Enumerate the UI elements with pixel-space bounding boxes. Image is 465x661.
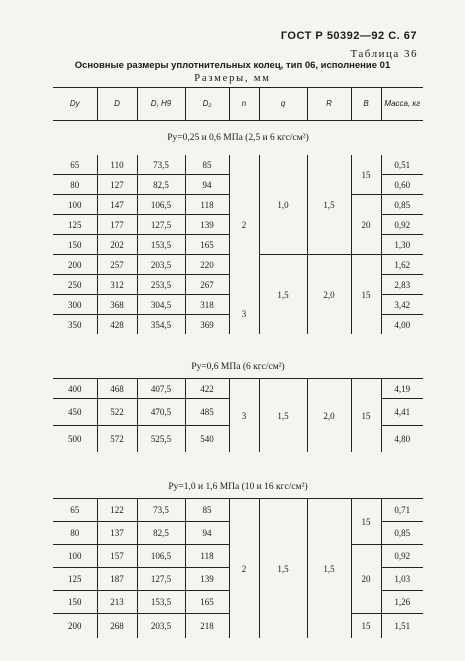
cell-d: 202 <box>97 235 137 255</box>
section-label: Pу=0,6 МПа (6 кгс/см²) <box>191 362 285 372</box>
cell-dy: 80 <box>53 175 97 195</box>
cell-d2: 485 <box>185 399 229 426</box>
cell-mass: 3,42 <box>381 295 423 315</box>
cell-n: 3 <box>229 379 259 453</box>
cell-d2: 318 <box>185 295 229 315</box>
cell-n: 3 <box>229 295 259 335</box>
cell-b: 15 <box>351 379 381 453</box>
cell-dh9: 407,5 <box>137 379 185 399</box>
cell-mass: 1,30 <box>381 235 423 255</box>
table-number: Таблица 36 <box>350 48 418 60</box>
cell-dh9: 525,5 <box>137 426 185 453</box>
cell-dy: 150 <box>53 591 97 614</box>
cell-d2: 165 <box>185 591 229 614</box>
cell-dy: 80 <box>53 522 97 545</box>
table-row <box>53 499 423 522</box>
cell-d: 137 <box>97 522 137 545</box>
cell-mass: 0,71 <box>381 499 423 522</box>
cell-d2: 94 <box>185 175 229 195</box>
cell-d: 468 <box>97 379 137 399</box>
cell-dh9: 106,5 <box>137 195 185 215</box>
cell-dh9: 106,5 <box>137 545 185 568</box>
section-label: Pу=1,0 и 1,6 МПа (10 и 16 кгс/см²) <box>168 482 308 492</box>
cell-d: 187 <box>97 568 137 591</box>
cell-mass: 1,62 <box>381 255 423 275</box>
cell-d: 147 <box>97 195 137 215</box>
cell-d2: 85 <box>185 499 229 522</box>
cell-d: 522 <box>97 399 137 426</box>
cell-dy: 125 <box>53 568 97 591</box>
cell-dh9: 73,5 <box>137 499 185 522</box>
col-header: D, Н9 <box>137 88 185 121</box>
cell-dy: 450 <box>53 399 97 426</box>
cell-d: 122 <box>97 499 137 522</box>
col-header: B <box>351 88 381 121</box>
cell-d2: 118 <box>185 195 229 215</box>
col-header: n <box>229 88 259 121</box>
cell-dh9: 203,5 <box>137 614 185 639</box>
cell-dy: 350 <box>68 319 82 330</box>
dimensions-table <box>53 87 423 638</box>
cell-mass: 4,00 <box>381 315 423 335</box>
cell-dy: 65 <box>53 155 97 175</box>
cell-dh9: 304,5 <box>137 295 185 315</box>
cell-dy: 125 <box>53 215 97 235</box>
cell-b: 15 <box>351 499 381 545</box>
cell-d2: 85 <box>185 155 229 175</box>
cell-dh9: 153,5 <box>137 591 185 614</box>
gost-header: ГОСТ Р 50392—92 С. 67 <box>280 30 417 42</box>
cell-mass: 4,41 <box>381 399 423 426</box>
cell-mass: 1,26 <box>381 591 423 614</box>
header-row <box>53 88 423 121</box>
cell-n: 2 <box>229 155 259 295</box>
cell-d2: 422 <box>185 379 229 399</box>
cell-mass: 1,51 <box>381 614 423 639</box>
cell-d2: 220 <box>185 255 229 275</box>
cell-b: 15 <box>351 255 381 335</box>
cell-q: 1,0 <box>259 155 307 255</box>
cell-q: 1,5 <box>259 255 307 335</box>
cell-d: 257 <box>97 255 137 275</box>
cell-d2: 118 <box>185 545 229 568</box>
table-row <box>53 155 423 175</box>
cell-mass: 4,80 <box>381 426 423 453</box>
cell-d: 177 <box>97 215 137 235</box>
cell-mass: 4,19 <box>381 379 423 399</box>
col-header: R <box>307 88 351 121</box>
cell-d: 572 <box>97 426 137 453</box>
col-header: D₂ <box>185 88 229 121</box>
cell-r: 1,5 <box>307 155 351 255</box>
cell-q: 1,5 <box>259 379 307 453</box>
cell-d2: 94 <box>185 522 229 545</box>
cell-r: 2,0 <box>307 379 351 453</box>
cell-mass: 0,92 <box>381 215 423 235</box>
cell-d2: 218 <box>185 614 229 639</box>
cell-d2: 139 <box>185 215 229 235</box>
cell-mass: 1,03 <box>381 568 423 591</box>
cell-r: 1,5 <box>307 499 351 639</box>
col-header: D <box>97 88 137 121</box>
cell-dh9: 73,5 <box>137 155 185 175</box>
col-header: Масса, кг <box>381 88 423 121</box>
cell-b: 20 <box>351 545 381 614</box>
cell-d: 368 <box>97 295 137 315</box>
cell-d2: 369 <box>185 315 229 335</box>
cell-dh9: 127,5 <box>137 568 185 591</box>
cell-d2: 267 <box>185 275 229 295</box>
cell-dy: 100 <box>53 545 97 568</box>
cell-dy: 65 <box>53 499 97 522</box>
cell-q: 1,5 <box>259 499 307 639</box>
cell-mass: 0,60 <box>381 175 423 195</box>
cell-dy: 200 <box>68 621 82 631</box>
cell-dh9: 82,5 <box>137 175 185 195</box>
cell-d2: 540 <box>185 426 229 453</box>
cell-dy: 200 <box>53 255 97 275</box>
cell-dh9: 253,5 <box>137 275 185 295</box>
cell-dy: 100 <box>53 195 97 215</box>
cell-d: 127 <box>97 175 137 195</box>
cell-d: 428 <box>97 315 137 335</box>
cell-dy: 500 <box>68 434 82 444</box>
cell-dh9: 203,5 <box>137 255 185 275</box>
cell-d: 268 <box>97 614 137 639</box>
cell-mass: 0,51 <box>381 155 423 175</box>
cell-b: 15 <box>351 614 381 639</box>
cell-dy: 400 <box>53 379 97 399</box>
cell-d: 312 <box>97 275 137 295</box>
cell-dh9: 153,5 <box>137 235 185 255</box>
cell-d2: 165 <box>185 235 229 255</box>
cell-dh9: 470,5 <box>137 399 185 426</box>
cell-mass: 0,92 <box>381 545 423 568</box>
cell-d: 110 <box>97 155 137 175</box>
cell-b: 15 <box>351 155 381 195</box>
cell-n: 2 <box>229 499 259 639</box>
cell-dh9: 354,5 <box>137 315 185 335</box>
dimensions-label: Размеры, мм <box>194 73 271 84</box>
cell-dy: 150 <box>53 235 97 255</box>
cell-mass: 2,83 <box>381 275 423 295</box>
cell-mass: 0,85 <box>381 195 423 215</box>
table-title: Основные размеры уплотнительных колец, тип 06, исполнение 01 <box>74 60 391 71</box>
cell-r: 2,0 <box>307 255 351 335</box>
cell-d: 213 <box>97 591 137 614</box>
cell-dy: 300 <box>53 295 97 315</box>
cell-d2: 139 <box>185 568 229 591</box>
cell-dh9: 82,5 <box>137 522 185 545</box>
cell-mass: 0,85 <box>381 522 423 545</box>
cell-dy: 250 <box>53 275 97 295</box>
table-row <box>53 379 423 399</box>
col-header: q <box>259 88 307 121</box>
col-header: Dу <box>53 88 97 121</box>
cell-d: 157 <box>97 545 137 568</box>
cell-b: 20 <box>351 195 381 255</box>
cell-dh9: 127,5 <box>137 215 185 235</box>
section-label: Pу=0,25 и 0,6 МПа (2,5 и 6 кгс/см²) <box>167 133 309 143</box>
